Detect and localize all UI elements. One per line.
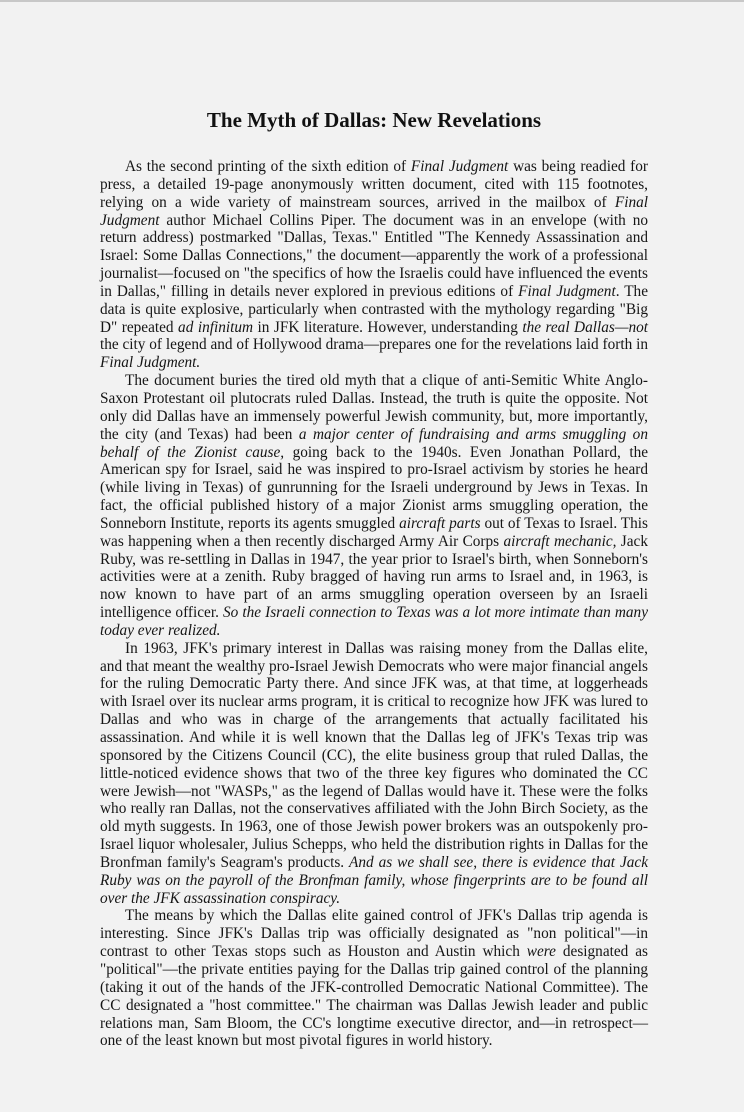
text-run: the city of legend and of Hollywood drama—prepares one for the revelations laid forth in: [100, 336, 648, 354]
italic-text-run: ad infinitum: [178, 318, 254, 336]
text-run: going back to the 1940s. Even Jonathan Pollard, the American spy for Israel, said he was inspired to pro-Israel activism by stories he heard (while living in Texas) of gunrunning for the Israeli underground by Jews in Texas. In fact, the official published history of a major Zionist arms smuggling operation, the Sonneborn Institute, reports its agents smuggled: [100, 443, 649, 532]
italic-text-run: Final Judgment: [410, 158, 509, 175]
italic-text-run: So the Israeli connection to Texas was a lot more intimate than many today ever realized.: [100, 604, 648, 639]
paragraph-4: [100, 907, 648, 1050]
italic-text-run: Final Judgment: [100, 193, 648, 229]
text-run: in JFK literature. However, understanding: [253, 318, 523, 336]
text-run: out of Texas to Israel. This was happening when a then recently discharged Army Air Corps: [100, 514, 648, 550]
text-run: As the second printing of the sixth edition of: [125, 158, 411, 175]
italic-text-run: a major center of fundraising and arms smuggling on behalf of the Zionist cause,: [100, 425, 648, 461]
text-run: designated as "political"—the private entities paying for the Dallas trip gained control of the planning (taking it out of the hands of the JFK-controlled Democratic National Committee). The CC designated a "host committee." The chairman was Dallas Jewish leader and public relations man, Sam Bloom, the CC's longtime executive director, and—in retrospect—one of the least known but most pivotal figures in world history.: [100, 943, 648, 1050]
text-run: The means by which the Dallas elite gained control of JFK's Dallas trip agenda is interesting. Since JFK's Dallas trip was officially designated as "non political"—in contrast to other Texas stops such as Houston and Austin which: [100, 907, 648, 961]
paragraph-2: [100, 372, 648, 640]
italic-text-run: Final Judgment: [518, 282, 616, 300]
italic-text-run: aircraft mechanic,: [503, 532, 617, 550]
text-run: Jack Ruby, was re-settling in Dallas in 1947, the year prior to Israel's birth, when Sonneborn's activities were at a zenith. Ruby bragged of having run arms to Israel and, in 1963, is now known to have part of an arms smuggling operation overseen by an Israeli intelligence officer.: [100, 532, 648, 622]
italic-text-run: were: [526, 943, 556, 961]
text-run: . The data is quite explosive, particularly when contrasted with the mythology regarding "Big D" repeated: [100, 282, 648, 336]
paragraph-3: [100, 640, 648, 908]
paragraph-1: [100, 158, 648, 372]
text-run: was being readied for press, a detailed 19-page anonymously written document, cited with 115 footnotes, relying on a wide variety of mainstream sources, arrived in the mailbox of: [100, 158, 649, 211]
text-run: author Michael Collins Piper. The document was in an envelope (with no return address) postmarked "Dallas, Texas." Entitled "The Kennedy Assassination and Israel: Some Dallas Connections," the document—apparently the work of a professional journalist—focused on "the specifics of how the Israelis could have influenced the events in Dallas," filling in details never explored in previous editions of: [100, 211, 648, 300]
italic-text-run: the real Dallas—not: [522, 318, 648, 336]
text-run: In 1963, JFK's primary interest in Dallas was raising money from the Dallas elite, and that meant the wealthy pro-Israel Jewish Democrats who were major financial angels for the ruling Democratic Party there. And since JFK was, at that time, at loggerheads with Israel over its nuclear arms program, it is critical to recognize how JFK was lured to Dallas and who was in charge of the arrangements that actually facilitated his assassination. And while it is well known that the Dallas leg of JFK's Texas trip was sponsored by the Citizens Council (CC), the elite business group that ruled Dallas, the little-noticed evidence shows that two of the three key figures who dominated the CC were Jewish—not "WASPs," as the legend of Dallas would have it. These were the folks who really ran Dallas, not the conservatives affiliated with the John Birch Society, as the old myth suggests. In 1963, one of those Jewish power brokers was an outspokenly pro-Israel liquor wholesaler, Julius Schepps, who held the distribution rights in Dallas for the Bronfman family's Seagram's products.: [100, 639, 648, 871]
italic-text-run: Final Judgment.: [100, 354, 201, 372]
italic-text-run: And as we shall see, there is evidence that Jack Ruby was on the payroll of the Bronfman family, whose fingerprints are to be found all over the JFK assassination conspiracy.: [100, 853, 648, 907]
text-run: The document buries the tired old myth that a clique of anti-Semitic White Anglo-Saxon Protestant oil plutocrats ruled Dallas. Instead, the truth is quite the opposite. Not only did Dallas have an immensely powerful Jewish community, but, more importantly, the city (and Texas) had been: [100, 372, 648, 443]
document-title: The Myth of Dallas: New Revelations: [206, 108, 542, 132]
italic-text-run: aircraft parts: [399, 514, 481, 532]
document-body: [100, 158, 648, 1050]
